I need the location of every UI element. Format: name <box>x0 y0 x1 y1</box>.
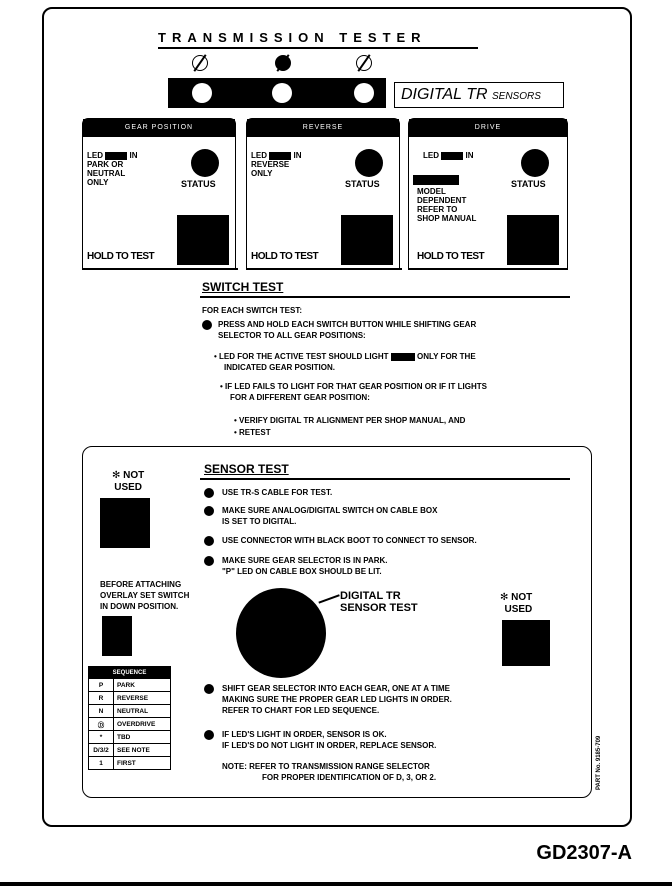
switch-test-rule <box>200 296 570 298</box>
sensor-step-1: USE TR-S CABLE FOR TEST. <box>222 488 333 497</box>
sensor-test-dial[interactable] <box>236 588 326 678</box>
column-park-neutral <box>82 118 236 268</box>
model-tag <box>413 175 459 185</box>
column-drive <box>408 118 568 268</box>
table-row: D/3/2 SEE NOTE <box>89 744 171 757</box>
led-instruction: LED IN REVERSE ONLY <box>251 151 302 178</box>
sensor-step-4a: MAKE SURE GEAR SELECTOR IS IN PARK. <box>222 556 388 565</box>
before-note-2: OVERLAY SET SWITCH <box>100 591 190 600</box>
table-row: 1 FIRST <box>89 757 171 770</box>
switch-b2a: • IF LED FAILS TO LIGHT FOR THAT GEAR POSITION OR IF IT LIGHTS <box>220 382 487 391</box>
switch-b3: • VERIFY DIGITAL TR ALIGNMENT PER SHOP MANUAL, AND <box>234 416 466 425</box>
column-head: DRIVE <box>409 119 567 137</box>
hold-label: HOLD TO TEST <box>87 251 155 262</box>
status-label: STATUS <box>181 179 216 189</box>
table-row: * TBD <box>89 731 171 744</box>
status-label: STATUS <box>511 179 546 189</box>
part-number: PART No. 9185-709 <box>596 735 602 790</box>
sensor-note-b: FOR PROPER IDENTIFICATION OF D, 3, OR 2. <box>262 773 437 782</box>
sensor-step-5a: SHIFT GEAR SELECTOR INTO EACH GEAR, ONE AT A TIME <box>222 684 451 693</box>
divider <box>82 268 238 270</box>
bullet-icon <box>204 556 214 566</box>
led-window-1 <box>192 83 212 103</box>
figure-id: GD2307-A <box>536 842 632 864</box>
sensor-step-5b: MAKING SURE THE PROPER GEAR LED LIGHTS IN ORDER. <box>222 695 452 704</box>
sensor-step-6a: IF LED'S LIGHT IN ORDER, SENSOR IS OK. <box>222 730 387 739</box>
switch-b1a: • LED FOR THE ACTIVE TEST SHOULD LIGHT ONLY FOR THE <box>214 352 476 361</box>
table-row: P PARK <box>89 679 171 692</box>
hold-to-test-button[interactable] <box>341 215 393 265</box>
bullet-icon <box>204 536 214 546</box>
switch-step-1b: SELECTOR TO ALL GEAR POSITIONS: <box>218 331 366 340</box>
bottom-rule <box>0 882 672 886</box>
switch-test-intro: FOR EACH SWITCH TEST: <box>202 306 302 315</box>
sensor-step-2a: MAKE SURE ANALOG/DIGITAL SWITCH ON CABLE BOX <box>222 506 438 515</box>
hold-to-test-button[interactable] <box>507 215 559 265</box>
sensor-step-4b: "P" LED ON CABLE BOX SHOULD BE LIT. <box>222 567 382 576</box>
column-head: GEAR POSITION <box>83 119 235 137</box>
status-led <box>191 149 219 177</box>
column-head: REVERSE <box>247 119 399 137</box>
sensor-step-3: USE CONNECTOR WITH BLACK BOOT TO CONNECT TO SENSOR. <box>222 536 477 545</box>
gear-sequence-table <box>88 666 171 770</box>
digital-tr-label: DIGITAL TR SENSORS <box>394 82 564 108</box>
overlay-switch[interactable] <box>102 616 132 656</box>
not-used-left-button <box>100 498 150 548</box>
switch-b1b: INDICATED GEAR POSITION. <box>224 363 335 372</box>
switch-b2b: FOR A DIFFERENT GEAR POSITION: <box>230 393 370 402</box>
column-reverse <box>246 118 400 268</box>
sensor-test-rule <box>200 478 570 480</box>
status-led <box>355 149 383 177</box>
switch-step-1a: PRESS AND HOLD EACH SWITCH BUTTON WHILE SHIFTING GEAR <box>218 320 477 329</box>
table-row: R REVERSE <box>89 692 171 705</box>
switch-b4: • RETEST <box>234 428 271 437</box>
switch-test-title: SWITCH TEST <box>202 280 284 294</box>
bullet-icon <box>204 506 214 516</box>
hold-label: HOLD TO TEST <box>417 251 485 262</box>
led-instruction: LED IN <box>423 151 474 160</box>
before-note-3: IN DOWN POSITION. <box>100 602 179 611</box>
sensor-step-2b: IS SET TO DIGITAL. <box>222 517 297 526</box>
status-label: STATUS <box>345 179 380 189</box>
led-window-2 <box>272 83 292 103</box>
tester-title: TRANSMISSION TESTER <box>158 30 427 45</box>
divider <box>408 268 568 270</box>
bullet-icon <box>202 320 212 330</box>
model-note: MODEL DEPENDENT REFER TO SHOP MANUAL <box>417 187 477 223</box>
bullet-icon <box>204 684 214 694</box>
status-led <box>521 149 549 177</box>
not-used-right-label: ✻ NOT USED <box>500 592 533 615</box>
led-window-3 <box>354 83 374 103</box>
before-note-1: BEFORE ATTACHING <box>100 580 182 589</box>
not-used-right-button <box>502 620 550 666</box>
title-underline <box>158 47 478 49</box>
table-row: Ⓓ OVERDRIVE <box>89 718 171 731</box>
hold-to-test-button[interactable] <box>177 215 229 265</box>
dial-label-2: SENSOR TEST <box>340 602 418 614</box>
sensor-test-title: SENSOR TEST <box>204 462 289 476</box>
gear-table-header: SEQUENCE <box>89 667 171 679</box>
divider <box>246 268 402 270</box>
dial-label-1: DIGITAL TR <box>340 590 401 602</box>
sensor-note-a: NOTE: REFER TO TRANSMISSION RANGE SELECTOR <box>222 762 430 771</box>
selector-knob-center[interactable] <box>275 55 291 71</box>
selector-knob-left[interactable] <box>192 55 208 71</box>
sensor-step-5c: REFER TO CHART FOR LED SEQUENCE. <box>222 706 380 715</box>
not-used-left-label: ✻ NOT USED <box>112 470 145 493</box>
selector-knob-right[interactable] <box>356 55 372 71</box>
led-bar <box>168 78 386 108</box>
table-row: N NEUTRAL <box>89 705 171 718</box>
bullet-icon <box>204 730 214 740</box>
sensor-step-6b: IF LED'S DO NOT LIGHT IN ORDER, REPLACE SENSOR. <box>222 741 437 750</box>
led-instruction: LED IN PARK OR NEUTRAL ONLY <box>87 151 138 187</box>
hold-label: HOLD TO TEST <box>251 251 319 262</box>
bullet-icon <box>204 488 214 498</box>
